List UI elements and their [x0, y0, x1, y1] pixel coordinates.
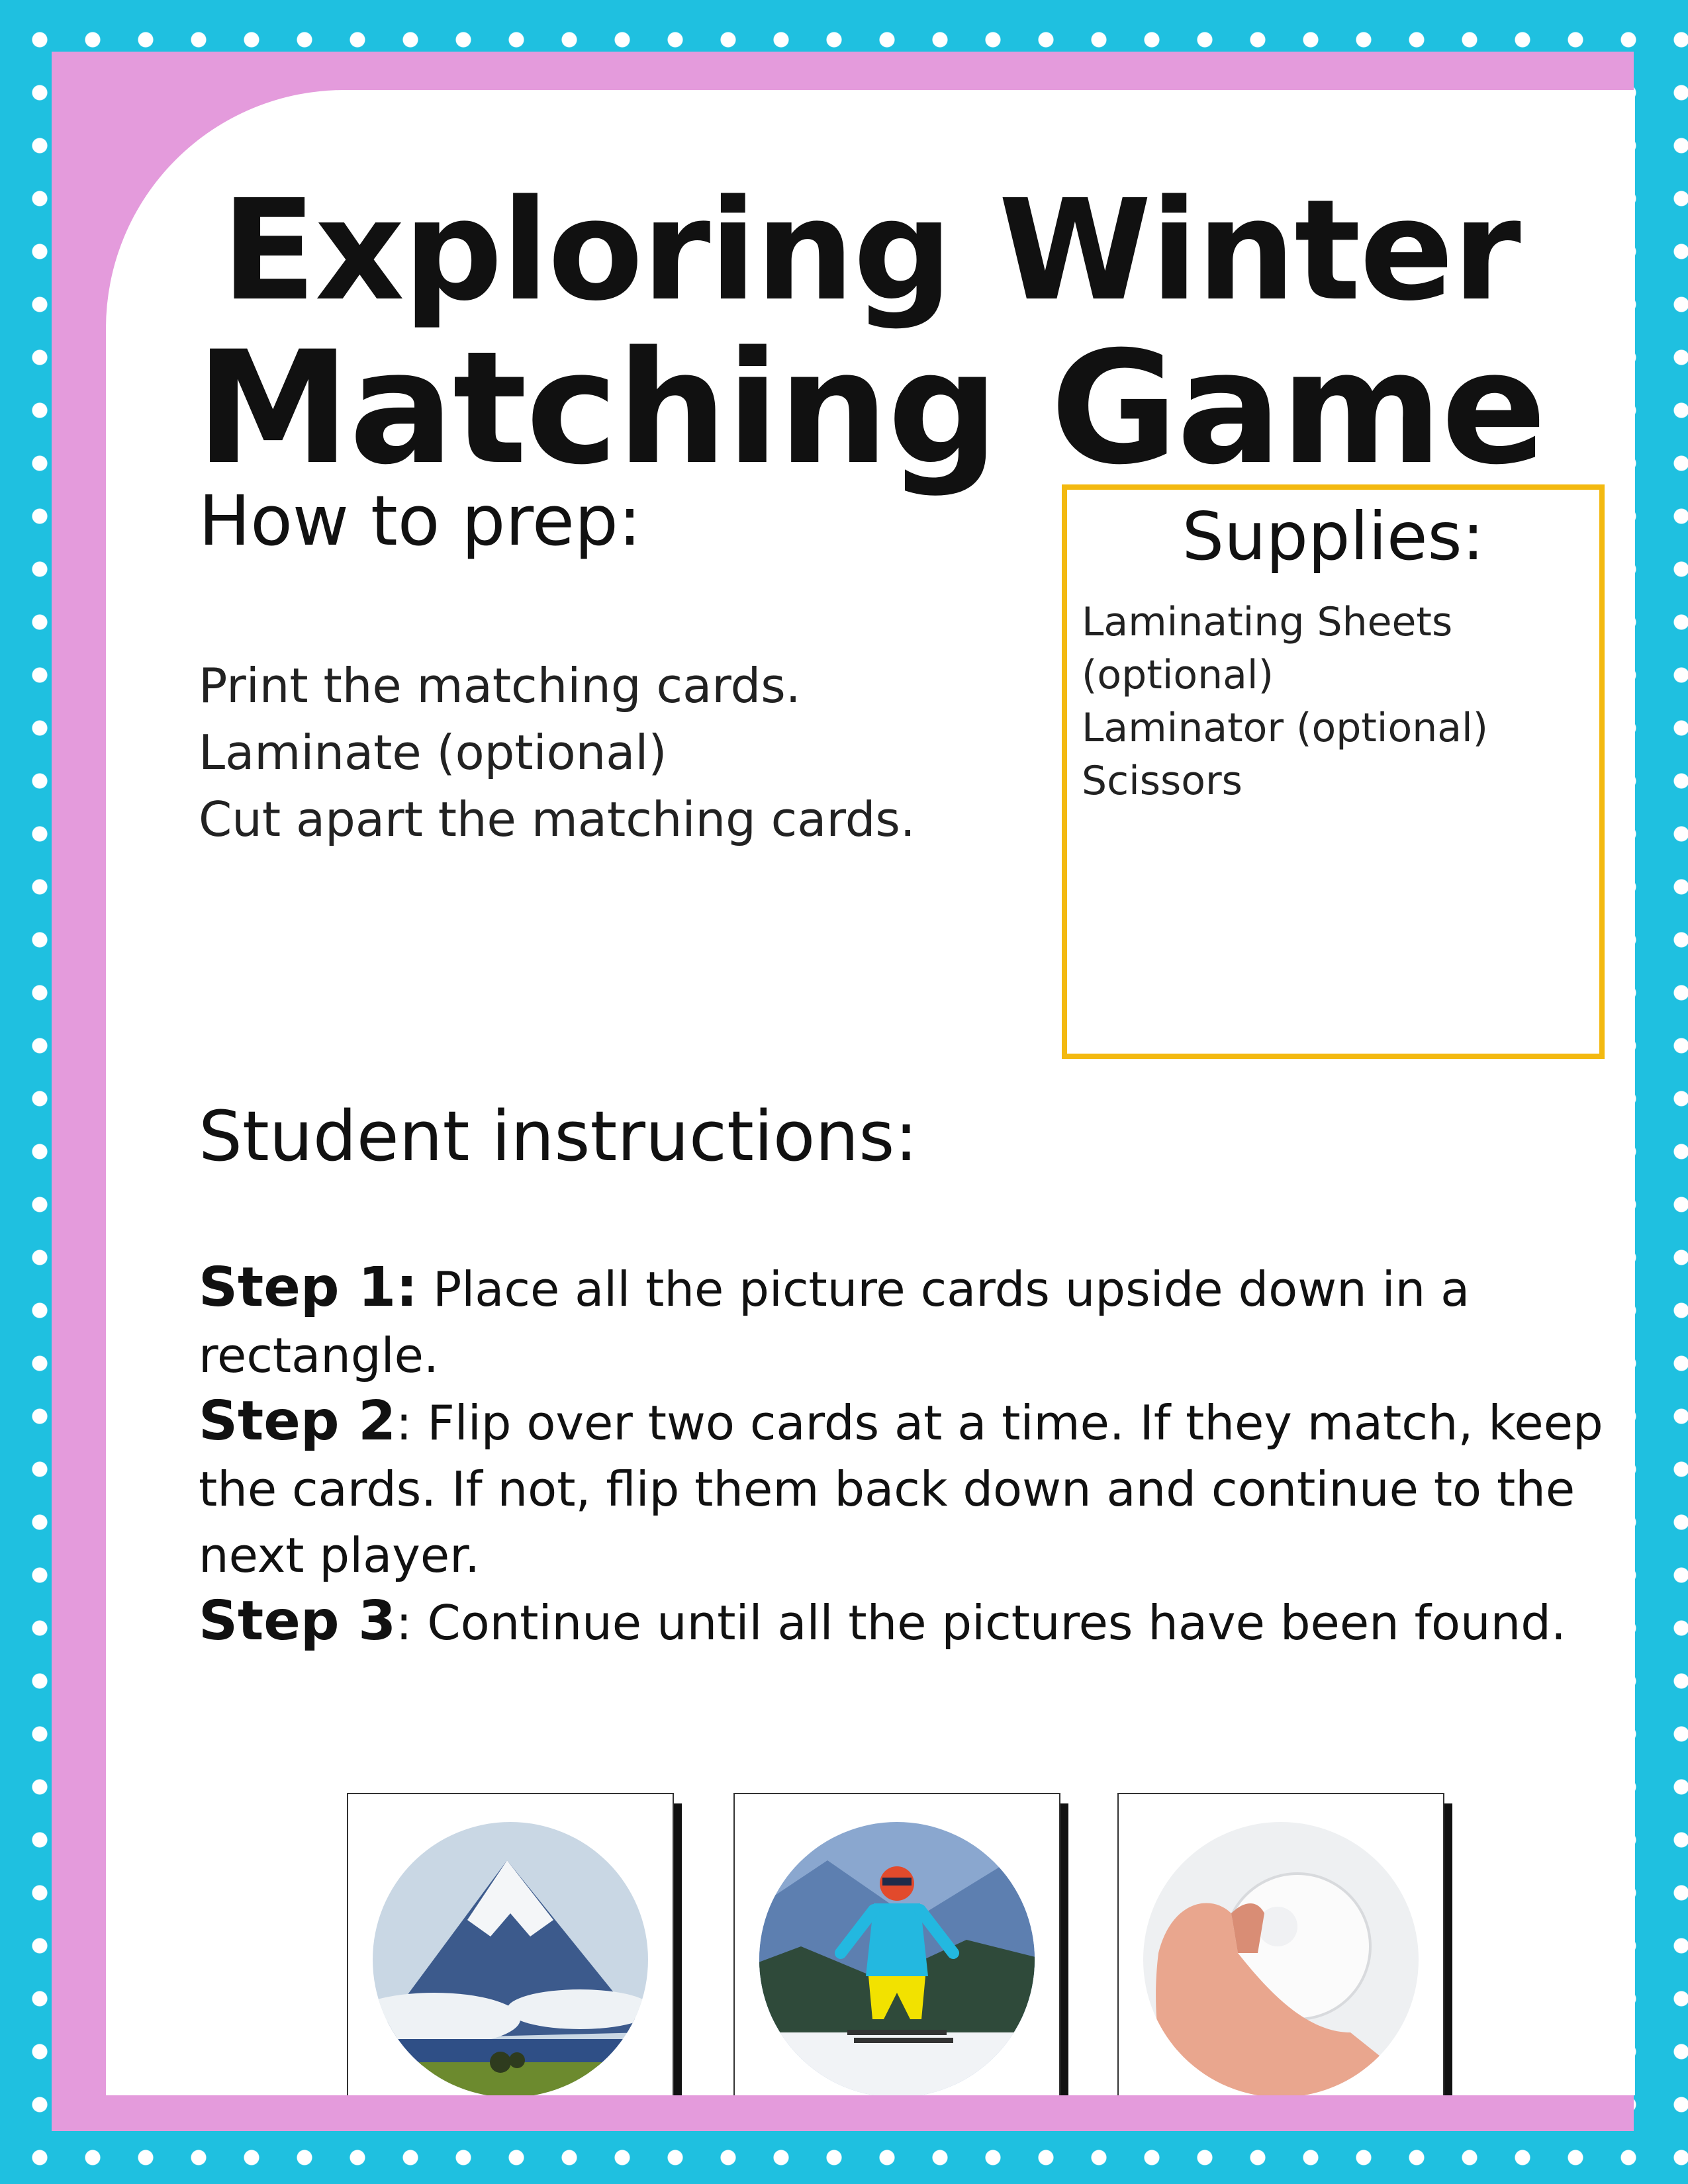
student-instructions-heading: Student instructions:	[199, 1096, 918, 1177]
step-text: : Flip over two cards at a time. If they match, keep the cards. If not, flip them back down and continue to the next player.	[199, 1395, 1603, 1583]
snowball-in-hand-icon	[1132, 1821, 1430, 2095]
supply-item: Laminating Sheets (optional)	[1082, 599, 1453, 698]
supplies-box	[1062, 484, 1605, 1059]
prep-list	[199, 653, 915, 853]
prep-step: Print the matching cards.	[199, 658, 801, 713]
snowy-mountain-icon	[361, 1821, 659, 2095]
supplies-list	[1082, 596, 1598, 807]
prep-heading: How to prep:	[199, 480, 641, 561]
student-step	[199, 1388, 1615, 1588]
prep-step: Laminate (optional)	[199, 725, 667, 780]
step-label: Step 2	[199, 1390, 397, 1453]
step-text: Place all the picture cards upside down in a rectangle.	[199, 1261, 1470, 1383]
supply-item: Scissors	[1082, 758, 1243, 804]
step-label: Step 1:	[199, 1256, 418, 1319]
step-text: : Continue until all the pictures have been found.	[396, 1595, 1566, 1651]
white-panel	[106, 90, 1635, 2095]
picture-card	[735, 1794, 1059, 2095]
student-step	[199, 1588, 1615, 1656]
student-steps-list	[199, 1255, 1615, 1656]
page-title-line-1: Exploring Winter	[221, 169, 1520, 332]
supply-item: Laminator (optional)	[1082, 705, 1489, 751]
prep-step: Cut apart the matching cards.	[199, 792, 915, 847]
child-skiing-icon	[748, 1821, 1046, 2095]
step-label: Step 3	[199, 1590, 397, 1653]
supplies-heading: Supplies:	[1182, 498, 1485, 575]
pink-frame	[52, 52, 1634, 2131]
page-content	[106, 90, 1635, 2095]
student-step	[199, 1255, 1615, 1388]
page-title-line-2: Matching Game	[195, 318, 1546, 499]
picture-card	[1119, 1794, 1443, 2095]
picture-cards	[348, 1794, 1474, 2095]
picture-card	[348, 1794, 673, 2095]
